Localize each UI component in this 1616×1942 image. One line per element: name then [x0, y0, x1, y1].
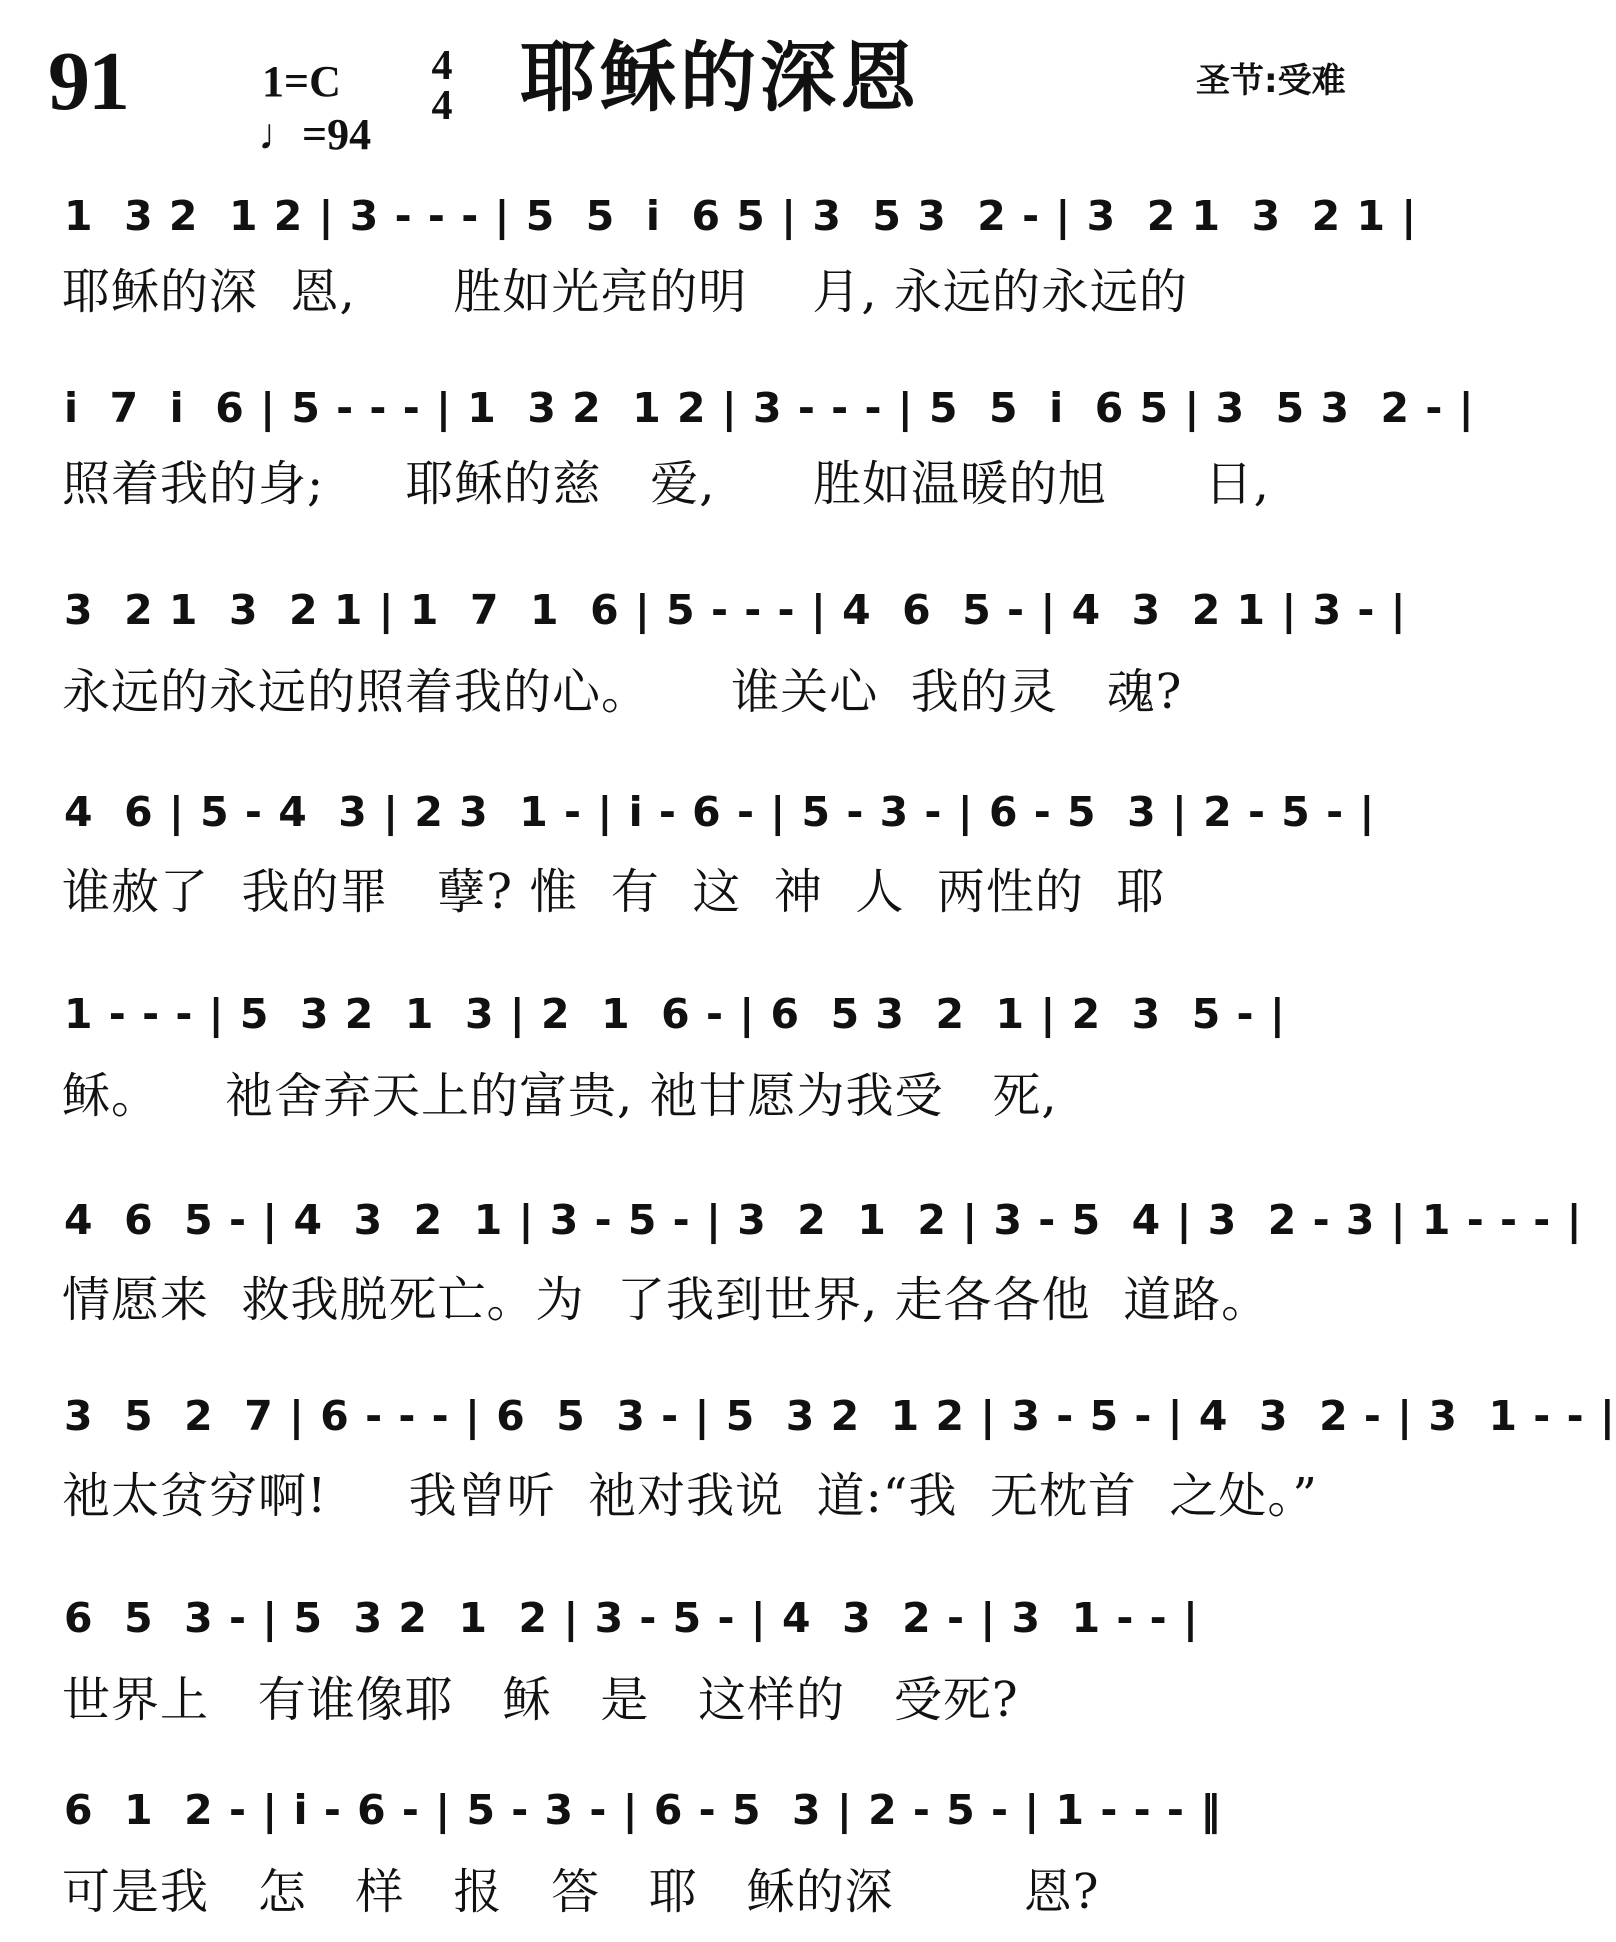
lyrics-line: 永远的永远的照着我的心。 谁关心 我的灵 魂?: [62, 664, 1183, 720]
lyrics-line: 情愿来 救我脱死亡。为 了我到世界, 走各各他 道路。: [62, 1272, 1271, 1328]
lyrics-line: 照着我的身; 耶稣的慈 爱, 胜如温暖的旭 日,: [62, 456, 1270, 512]
notation-line: i 7 i 6 | 5 - - - | 1 3 2 1 2 | 3 - - - | 5 5 i 6 5 | 3 5 3 2 - |: [64, 384, 1475, 432]
hymn-title: 耶稣的深恩: [520, 33, 920, 122]
lyrics-line: 祂太贫穷啊! 我曾听 祂对我说 道:“我 无枕首 之处。”: [62, 1468, 1318, 1524]
notation-line: 4 6 5 - | 4 3 2 1 | 3 - 5 - | 3 2 1 2 | 3 - 5 4 | 3 2 - 3 | 1 - - - |: [64, 1196, 1583, 1244]
time-signature-top: 4: [431, 43, 453, 89]
time-signature: [420, 43, 464, 129]
lyrics-line: 可是我 怎 样 报 答 耶 稣的深 恩?: [62, 1864, 1100, 1920]
notation-line: 1 - - - | 5 3 2 1 3 | 2 1 6 - | 6 5 3 2 1 | 2 3 5 - |: [64, 990, 1286, 1038]
lyrics-line: 稣。 祂舍弃天上的富贵, 祂甘愿为我受 死,: [62, 1068, 1058, 1124]
notation-line: 1 3 2 1 2 | 3 - - - | 5 5 i 6 5 | 3 5 3 2 - | 3 2 1 3 2 1 |: [64, 192, 1418, 240]
hymn-number: 91: [48, 35, 128, 128]
notation-line: 6 1 2 - | i - 6 - | 5 - 3 - | 6 - 5 3 | 2 - 5 - | 1 - - - ‖: [64, 1786, 1222, 1834]
notation-line: 3 2 1 3 2 1 | 1 7 1 6 | 5 - - - | 4 6 5 - | 4 3 2 1 | 3 - |: [64, 586, 1407, 634]
lyrics-line: 谁赦了 我的罪 孽? 惟 有 这 神 人 两性的 耶: [62, 864, 1166, 920]
lyrics-line: 耶稣的深 恩, 胜如光亮的明 月, 永远的永远的: [62, 264, 1188, 320]
hymn-category: 圣节:受难: [1196, 61, 1346, 101]
key-signature: 1=C: [262, 57, 341, 106]
notation-line: 3 5 2 7 | 6 - - - | 6 5 3 - | 5 3 2 1 2 | 3 - 5 - | 4 3 2 - | 3 1 - - |: [64, 1392, 1616, 1440]
lyrics-line: 世界上 有谁像耶 稣 是 这样的 受死?: [62, 1672, 1019, 1728]
tempo-marking: ♩=94: [258, 110, 372, 159]
notation-line: 6 5 3 - | 5 3 2 1 2 | 3 - 5 - | 4 3 2 - | 3 1 - - |: [64, 1594, 1199, 1642]
time-signature-bottom: 4: [431, 83, 453, 129]
notation-line: 4 6 | 5 - 4 3 | 2 3 1 - | i - 6 - | 5 - 3 - | 6 - 5 3 | 2 - 5 - |: [64, 788, 1376, 836]
